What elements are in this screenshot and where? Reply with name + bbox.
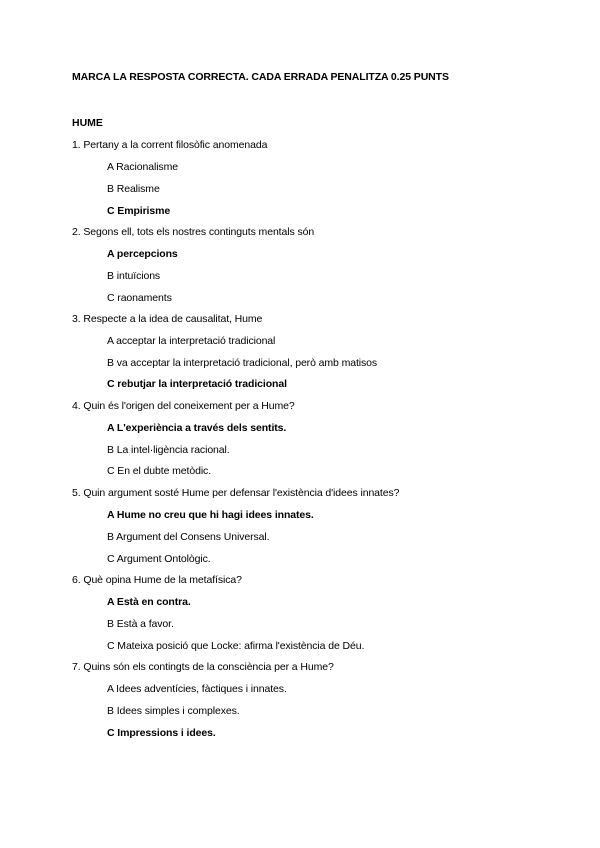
- question-7-option-b: B Idees simples i complexes.: [107, 705, 240, 717]
- question-7: 7. Quins són els contingts de la consciència per a Hume?: [72, 661, 334, 673]
- question-3: 3. Respecte a la idea de causalitat, Hume: [72, 313, 263, 325]
- question-1-option-a: A Racionalisme: [107, 161, 178, 173]
- question-4: 4. Quin és l'origen del coneixement per a Hume?: [72, 400, 295, 412]
- exam-instructions-header: MARCA LA RESPOSTA CORRECTA. CADA ERRADA PENALITZA 0.25 PUNTS: [72, 71, 449, 83]
- question-2-option-c: C raonaments: [107, 292, 172, 304]
- question-6: 6. Què opina Hume de la metafísica?: [72, 574, 242, 586]
- question-7-option-a: A Idees adventícies, fàctiques i innates.: [107, 683, 287, 695]
- question-7-option-c-correct: C Impressions i idees.: [107, 727, 216, 739]
- question-3-option-b: B va acceptar la interpretació tradicional, però amb matisos: [107, 357, 378, 369]
- question-5-option-a-correct: A Hume no creu que hi hagi idees innates.: [107, 509, 314, 521]
- question-2-option-b: B intuïcions: [107, 270, 161, 282]
- section-title: HUME: [72, 117, 103, 129]
- question-5: 5. Quin argument sosté Hume per defensar l'existència d'idees innates?: [72, 487, 400, 499]
- question-1-option-c-correct: C Empirisme: [107, 205, 171, 217]
- question-4-option-c: C En el dubte metòdic.: [107, 465, 212, 477]
- question-6-option-a-correct: A Està en contra.: [107, 596, 191, 608]
- question-6-option-c: C Mateixa posició que Locke: afirma l'existència de Déu.: [107, 640, 365, 652]
- question-2-option-a-correct: A percepcions: [107, 248, 178, 260]
- question-3-option-a: A acceptar la interpretació tradicional: [107, 335, 276, 347]
- question-2: 2. Segons ell, tots els nostres continguts mentals són: [72, 226, 315, 238]
- question-1: 1. Pertany a la corrent filosòfic anomenada: [72, 139, 268, 151]
- question-4-option-a-correct: A L'experiència a través dels sentits.: [107, 422, 287, 434]
- question-5-option-b: B Argument del Consens Universal.: [107, 531, 270, 543]
- question-4-option-b: B La intel·ligència racional.: [107, 444, 230, 456]
- question-1-option-b: B Realisme: [107, 183, 160, 195]
- question-6-option-b: B Està a favor.: [107, 618, 174, 630]
- question-3-option-c-correct: C rebutjar la interpretació tradicional: [107, 378, 287, 390]
- question-5-option-c: C Argument Ontològic.: [107, 553, 211, 565]
